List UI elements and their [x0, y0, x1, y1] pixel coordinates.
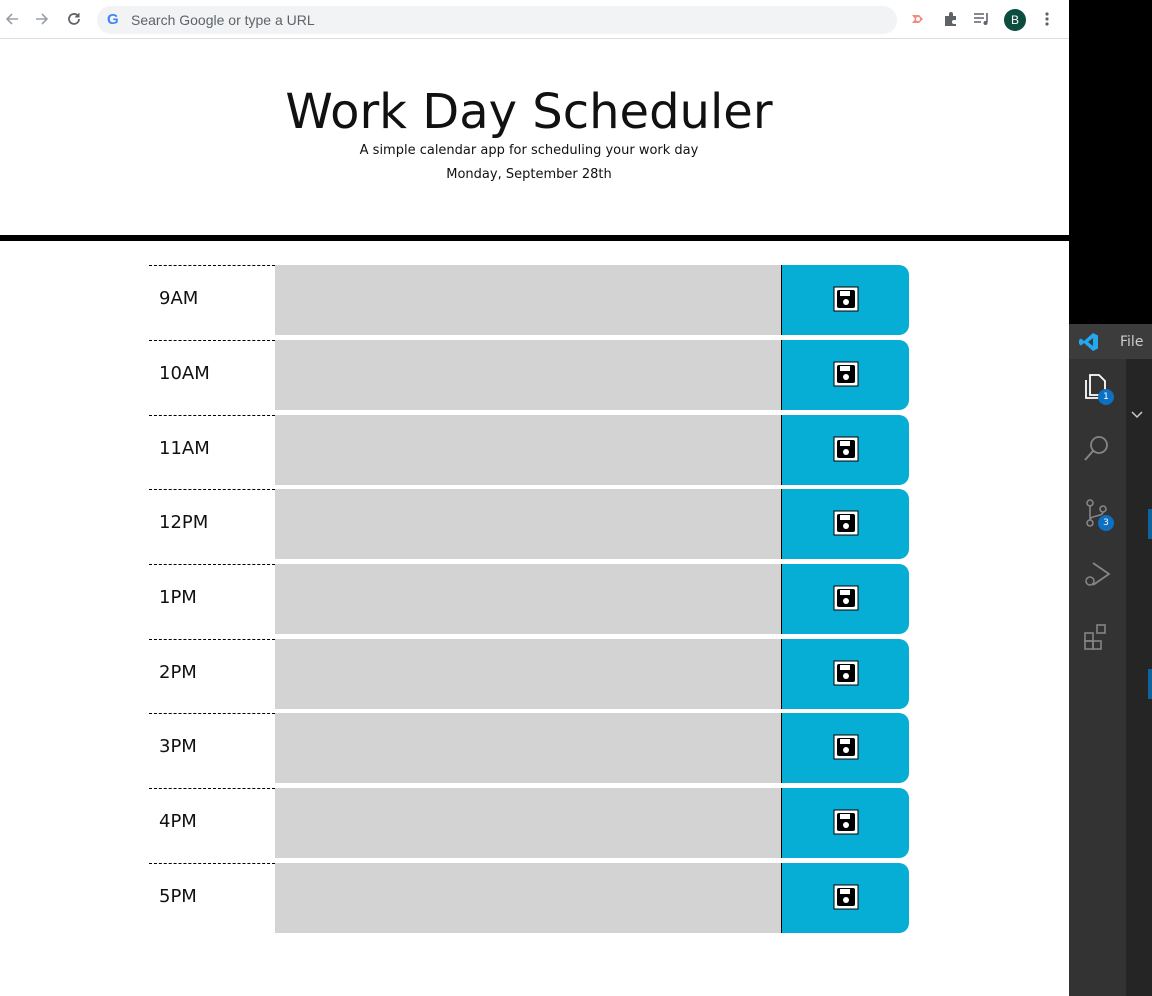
floppy-disk-icon [833, 884, 859, 910]
floppy-disk-icon [833, 585, 859, 611]
hour-cell [149, 564, 275, 634]
hour-cell [149, 340, 275, 410]
time-block [149, 788, 909, 858]
time-block [149, 415, 909, 485]
hour-label: 5PM [159, 886, 197, 907]
hour-label: 3PM [159, 736, 197, 757]
current-day: Monday, September 28th [446, 167, 612, 182]
time-block [149, 340, 909, 410]
hour-cell [149, 863, 275, 933]
jumbotron [0, 40, 1069, 235]
back-arrow-icon[interactable] [2, 9, 22, 29]
run-debug-icon[interactable] [1081, 559, 1113, 591]
extensions-puzzle-icon[interactable] [941, 9, 961, 29]
hour-label: 1PM [159, 587, 197, 608]
save-button[interactable] [782, 564, 909, 634]
cast-extension-icon[interactable] [908, 9, 928, 29]
extensions-icon[interactable] [1081, 621, 1113, 653]
floppy-disk-icon [833, 660, 859, 686]
save-button[interactable] [782, 265, 909, 335]
source-control-icon[interactable] [1081, 497, 1113, 529]
search-icon[interactable] [1081, 433, 1113, 465]
description-textarea[interactable] [275, 340, 782, 410]
explorer-icon[interactable] [1081, 371, 1113, 403]
hour-label: 12PM [159, 512, 209, 533]
floppy-disk-icon [833, 286, 859, 312]
file-menu[interactable]: File [1120, 334, 1144, 350]
save-button[interactable] [782, 639, 909, 709]
vscode-logo-icon [1079, 332, 1099, 356]
hour-cell [149, 415, 275, 485]
header-divider [0, 235, 1069, 241]
time-block [149, 639, 909, 709]
description-textarea[interactable] [275, 489, 782, 559]
selection-indicator [1148, 509, 1152, 539]
browser-toolbar [0, 0, 1069, 39]
save-button[interactable] [782, 415, 909, 485]
floppy-disk-icon [833, 436, 859, 462]
hour-label: 4PM [159, 811, 197, 832]
hour-label: 11AM [159, 438, 210, 459]
browser-menu-icon[interactable] [1037, 9, 1057, 29]
hour-cell [149, 788, 275, 858]
floppy-disk-icon [833, 510, 859, 536]
vscode-title-bar [1069, 324, 1152, 359]
description-textarea[interactable] [275, 863, 782, 933]
description-textarea[interactable] [275, 564, 782, 634]
google-icon: G [107, 11, 119, 28]
vscode-window [1069, 324, 1152, 996]
hour-cell [149, 265, 275, 335]
save-button[interactable] [782, 713, 909, 783]
hour-label: 9AM [159, 288, 199, 309]
forward-arrow-icon[interactable] [32, 9, 52, 29]
explorer-badge: 1 [1098, 389, 1114, 405]
time-block [149, 489, 909, 559]
description-textarea[interactable] [275, 415, 782, 485]
page-subtitle: A simple calendar app for scheduling your work day [359, 143, 699, 158]
address-placeholder: Search Google or type a URL [131, 12, 315, 28]
activity-bar [1069, 359, 1126, 996]
time-block [149, 713, 909, 783]
selection-indicator [1148, 669, 1152, 699]
time-block [149, 564, 909, 634]
description-textarea[interactable] [275, 265, 782, 335]
save-button[interactable] [782, 788, 909, 858]
hour-cell [149, 489, 275, 559]
time-block [149, 863, 909, 933]
hour-label: 2PM [159, 662, 197, 683]
side-bar [1126, 359, 1152, 996]
save-button[interactable] [782, 489, 909, 559]
description-textarea[interactable] [275, 788, 782, 858]
description-textarea[interactable] [275, 713, 782, 783]
media-queue-icon[interactable] [972, 9, 992, 29]
address-bar[interactable] [97, 6, 897, 34]
reload-icon[interactable] [64, 9, 84, 29]
hour-label: 10AM [159, 363, 210, 384]
profile-avatar[interactable]: B [1004, 9, 1026, 31]
floppy-disk-icon [833, 809, 859, 835]
save-button[interactable] [782, 340, 909, 410]
floppy-disk-icon [833, 361, 859, 387]
hour-cell [149, 639, 275, 709]
page-title: Work Day Scheduler [285, 84, 773, 140]
save-button[interactable] [782, 863, 909, 933]
description-textarea[interactable] [275, 639, 782, 709]
time-block [149, 265, 909, 335]
source-control-badge: 3 [1098, 515, 1114, 531]
chevron-down-icon[interactable] [1130, 407, 1144, 426]
floppy-disk-icon [833, 734, 859, 760]
hour-cell [149, 713, 275, 783]
